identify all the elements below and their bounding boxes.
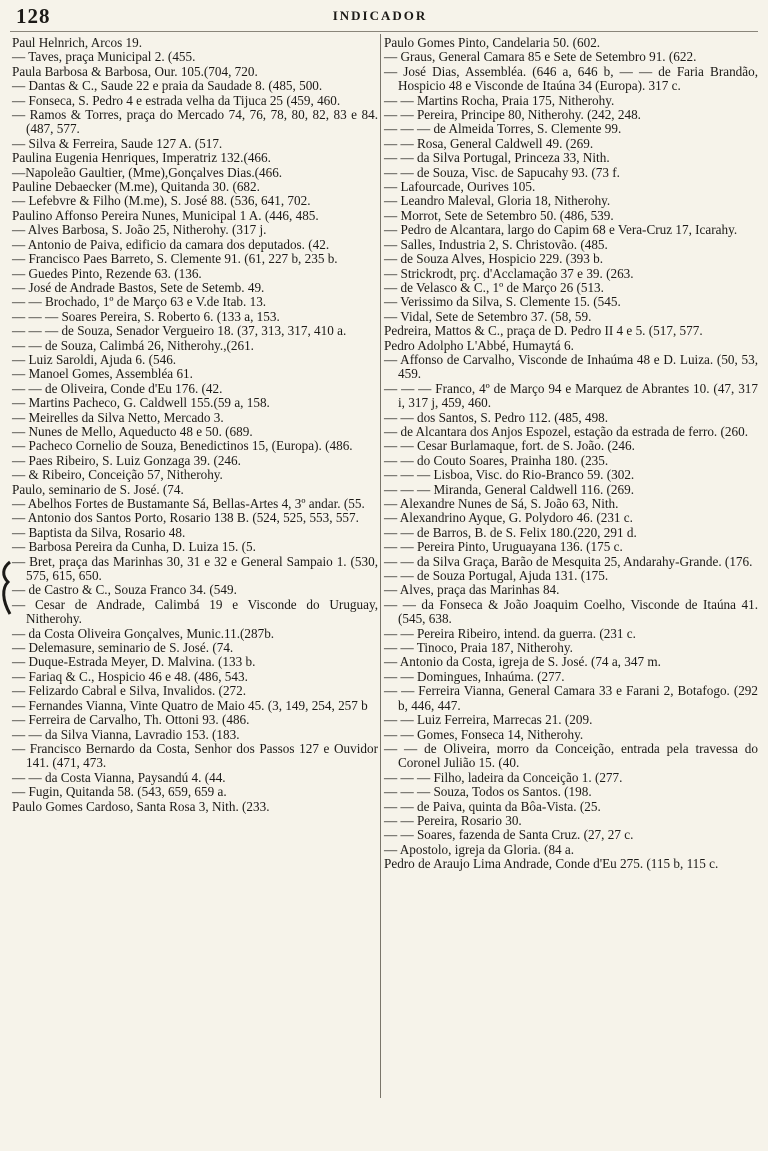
directory-entry: — — dos Santos, S. Pedro 112. (485, 498. (384, 409, 609, 425)
directory-entry: — — — Miranda, General Caldwell 116. (269. (384, 481, 635, 497)
directory-entry: — — Domingues, Inhaúma. (277. (384, 668, 565, 684)
directory-entry: — Dantas & C., Saude 22 e praia da Saudade 8. (485, 500. (12, 78, 323, 94)
directory-entry: — Delemasure, seminario de S. José. (74. (12, 640, 234, 656)
directory-entry: — — de Oliveira, Conde d'Eu 176. (42. (12, 380, 223, 396)
directory-entry: Pedro Adolpho L'Abbé, Humaytá 6. (384, 337, 574, 353)
directory-entry: Paula Barbosa & Barbosa, Our. 105.(704, 720. (12, 63, 258, 79)
directory-entry: — Morrot, Sete de Setembro 50. (486, 539. (384, 207, 614, 223)
directory-entry: — Lafourcade, Ourives 105. (384, 179, 536, 195)
directory-entry: — — de Souza, Calimbá 26, Nitherohy.,(261. (12, 337, 254, 353)
directory-entry: — Bret, praça das Marinhas 30, 31 e 32 e General Sampaio 1. (530, 575, 615, 650. (12, 553, 378, 584)
header-rule (10, 31, 758, 32)
directory-entry: Pauline Debaecker (M.me), Quitanda 30. (682. (12, 179, 260, 195)
directory-entry: — — — Souza, Todos os Santos. (198. (384, 784, 592, 800)
directory-entry: — Salles, Industria 2, S. Christovão. (485. (384, 236, 608, 252)
directory-entry: Paulo Gomes Pinto, Candelaria 50. (602. (384, 35, 601, 50)
directory-entry: — Vidal, Sete de Setembro 37. (58, 59. (384, 308, 592, 324)
directory-entry: — — de Souza, Visc. de Sapucahy 93. (73 f. (384, 164, 620, 180)
directory-entry: — — de Paiva, quinta da Bôa-Vista. (25. (384, 798, 601, 814)
directory-entry: — Manoel Gomes, Assembléa 61. (12, 366, 193, 382)
directory-entry: Paulina Eugenia Henriques, Imperatriz 132.(466. (12, 150, 271, 166)
directory-entry: — — — Franco, 4º de Março 94 e Marquez de Abrantes 10. (47, 317 i, 317 j, 459, 460. (384, 380, 758, 411)
directory-entry: — Antonio da Costa, igreja de S. José. (74 a, 347 m. (384, 654, 661, 670)
directory-entry: — Duque-Estrada Meyer, D. Malvina. (133 b. (12, 654, 256, 670)
directory-entry: — & Ribeiro, Conceição 57, Nitherohy. (12, 467, 223, 483)
directory-entry: — — da Silva Graça, Barão de Mesquita 25, Andarahy-Grande. (176. (384, 553, 753, 569)
directory-entry: — — da Silva Vianna, Lavradio 153. (183. (12, 726, 240, 742)
directory-entry: — Graus, General Camara 85 e Sete de Setembro 91. (622. (384, 49, 697, 65)
directory-entry: — — da Fonseca & João Joaquim Coelho, Visconde de Itaúna 41. (545, 638. (384, 596, 758, 627)
directory-entry: Paulino Affonso Pereira Nunes, Municipal 1 A. (446, 485. (12, 207, 319, 223)
directory-entry: Pedreira, Mattos & C., praça de D. Pedro II 4 e 5. (517, 577. (384, 323, 703, 339)
directory-entry: Paulo Gomes Cardoso, Santa Rosa 3, Nith. (233. (12, 798, 270, 814)
directory-entry: — Fariaq & C., Hospicio 46 e 48. (486, 543. (12, 668, 248, 684)
directory-entry: — — Gomes, Fonseca 14, Nitherohy. (384, 726, 584, 742)
directory-entry: — Strickrodt, prç. d'Acclamação 37 e 39. (263. (384, 265, 634, 281)
directory-entry: — — Rosa, General Caldwell 49. (269. (384, 135, 594, 151)
directory-entry: — — de Souza Portugal, Ajuda 131. (175. (384, 568, 609, 584)
directory-entry: — — Tinoco, Praia 187, Nitherohy. (384, 640, 573, 656)
directory-entry: — Martins Pacheco, G. Caldwell 155.(59 a, 158. (12, 395, 270, 411)
running-title: INDICADOR (332, 8, 428, 23)
directory-entry: — Alves, praça das Marinhas 84. (384, 582, 560, 598)
directory-entry: — Pacheco Cornelio de Souza, Benedictinos 15, (Europa). (486. (12, 438, 353, 454)
directory-entry: — — — Soares Pereira, S. Roberto 6. (133 a, 153. (12, 308, 280, 324)
directory-entry: — — Pereira, Rosario 30. (384, 812, 522, 828)
directory-entry: — Ferreira de Carvalho, Th. Ottoni 93. (486. (12, 712, 250, 728)
directory-entry: — Leandro Maleval, Gloria 18, Nitherohy. (384, 193, 611, 209)
directory-entry: — Affonso de Carvalho, Visconde de Inhaúma 48 e D. Luiza. (50, 53, 459. (384, 351, 758, 382)
directory-entry: — — — Lisboa, Visc. do Rio-Branco 59. (302. (384, 467, 635, 483)
directory-entry: — Paes Ribeiro, S. Luiz Gonzaga 39. (246. (12, 452, 241, 468)
directory-entry: Paul Helnrich, Arcos 19. (12, 35, 143, 50)
directory-entry: — Alves Barbosa, S. João 25, Nitherohy. (317 j. (12, 222, 267, 238)
directory-entry: — — Soares, fazenda de Santa Cruz. (27, 27 c. (384, 827, 634, 843)
directory-entry: — Ramos & Torres, praça do Mercado 74, 76, 78, 80, 82, 83 e 84. (487, 577. (12, 107, 378, 137)
directory-entry: — Abelhos Fortes de Bustamante Sá, Bellas-Artes 4, 3º andar. (55. (12, 496, 365, 511)
directory-entry: — Fernandes Vianna, Vinte Quatro de Maio 45. (3, 149, 254, 257 b (12, 697, 368, 713)
right-column (384, 36, 758, 872)
left-column (12, 36, 378, 814)
directory-entry: Paulo, seminario de S. José. (74. (12, 481, 184, 497)
directory-entry: — Meirelles da Silva Netto, Mercado 3. (12, 409, 224, 425)
directory-entry: — de Castro & C., Souza Franco 34. (549. (12, 582, 237, 598)
directory-entry: — — — de Almeida Torres, S. Clemente 99. (384, 121, 622, 137)
directory-entry: — José de Andrade Bastos, Sete de Setemb. 49. (12, 279, 265, 295)
directory-entry: — Luiz Saroldi, Ajuda 6. (546. (12, 351, 177, 367)
page-number: 128 (16, 4, 51, 28)
directory-entry: — de Alcantara dos Anjos Espozel, estação da estrada de ferro. (260. (384, 423, 748, 439)
directory-entry: — Lefebvre & Filho (M.me), S. José 88. (536, 641, 702. (12, 193, 311, 209)
directory-entry: — — Martins Rocha, Praia 175, Nitherohy. (384, 92, 615, 108)
directory-entry: — Guedes Pinto, Rezende 63. (136. (12, 265, 202, 281)
directory-entry: — Taves, praça Municipal 2. (455. (12, 49, 196, 65)
directory-entry: — — Luiz Ferreira, Marrecas 21. (209. (384, 712, 593, 728)
directory-entry: — Francisco Bernardo da Costa, Senhor dos Passos 127 e Ouvidor 141. (471, 473. (12, 740, 378, 771)
directory-entry: — — do Couto Soares, Prainha 180. (235. (384, 452, 609, 468)
directory-entry: — de Velasco & C., 1º de Março 26 (513. (384, 279, 604, 295)
directory-entry: — Alexandre Nunes de Sá, S. João 63, Nith. (384, 496, 619, 511)
directory-entry: — de Souza Alves, Hospicio 229. (393 b. (384, 251, 604, 267)
directory-entry: — — da Silva Portugal, Princeza 33, Nith. (384, 150, 610, 166)
directory-entry: — Fonseca, S. Pedro 4 e estrada velha da Tijuca 25 (459, 460. (12, 92, 341, 108)
directory-entry: — Barbosa Pereira da Cunha, D. Luiza 15. (5. (12, 539, 256, 555)
directory-entry: — Antonio dos Santos Porto, Rosario 138 B. (524, 525, 553, 557. (12, 510, 359, 526)
directory-entry: — — de Oliveira, morro da Conceição, entrada pela travessa do Coronel Julião 15. (40. (384, 740, 758, 771)
directory-entry: — Verissimo da Silva, S. Clemente 15. (545. (384, 294, 621, 310)
page-header (10, 4, 750, 30)
directory-entry: — Alexandrino Ayque, G. Polydoro 46. (231 c. (384, 510, 633, 526)
directory-entry: — — Pereira Ribeiro, intend. da guerra. (231 c. (384, 625, 636, 641)
column-divider (380, 34, 381, 1098)
directory-entry: — — Ferreira Vianna, General Camara 33 e Farani 2, Botafogo. (292 b, 446, 447. (384, 683, 758, 713)
directory-entry: — Francisco Paes Barreto, S. Clemente 91. (61, 227 b, 235 b. (12, 251, 338, 267)
directory-entry: — — — de Souza, Senador Vergueiro 18. (37, 313, 317, 410 a. (12, 323, 347, 339)
directory-entry: — — Brochado, 1º de Março 63 e V.de Itab. 13. (12, 294, 267, 310)
directory-entry: — Fugin, Quitanda 58. (543, 659, 659 a. (12, 784, 227, 800)
directory-entry: — José Dias, Assembléa. (646 a, 646 b, — — de Faria Brandão, Hospicio 48 e Visconde de Itaúna 34 (Europa). 317 c. (384, 63, 758, 94)
directory-entry: — Pedro de Alcantara, largo do Capim 68 e Vera-Cruz 17, Icarahy. (384, 222, 738, 238)
directory-entry: — — da Costa Vianna, Paysandú 4. (44. (12, 769, 226, 785)
directory-entry: — — de Barros, B. de S. Felix 180.(220, 291 d. (384, 524, 637, 540)
directory-entry: — Baptista da Silva, Rosario 48. (12, 524, 186, 540)
directory-entry: — Felizardo Cabral e Silva, Invalidos. (272. (12, 683, 247, 699)
directory-entry: — Nunes de Mello, Aqueducto 48 e 50. (689. (12, 423, 253, 439)
directory-entry: — Apostolo, igreja da Gloria. (84 a. (384, 841, 575, 857)
directory-entry: Pedro de Araujo Lima Andrade, Conde d'Eu 275. (115 b, 115 c. (384, 856, 719, 872)
directory-entry: — da Costa Oliveira Gonçalves, Munic.11.(287b. (12, 625, 275, 641)
directory-entry: — — Pereira Pinto, Uruguayana 136. (175 c. (384, 539, 623, 555)
directory-entry: —Napoleão Gaultier, (Mme),Gonçalves Dias.(466. (12, 164, 283, 180)
directory-entry: — — Cesar Burlamaque, fort. de S. João. (246. (384, 438, 635, 454)
directory-entry: — Cesar de Andrade, Calimbá 19 e Visconde do Uruguay, Nitherohy. (12, 596, 378, 627)
directory-entry: — — Pereira, Principe 80, Nitherohy. (242, 248. (384, 107, 641, 123)
directory-entry: — Silva & Ferreira, Saude 127 A. (517. (12, 135, 223, 151)
directory-entry: — — — Filho, ladeira da Conceição 1. (277. (384, 769, 623, 785)
directory-entry: — Antonio de Paiva, edificio da camara dos deputados. (42. (12, 236, 330, 252)
